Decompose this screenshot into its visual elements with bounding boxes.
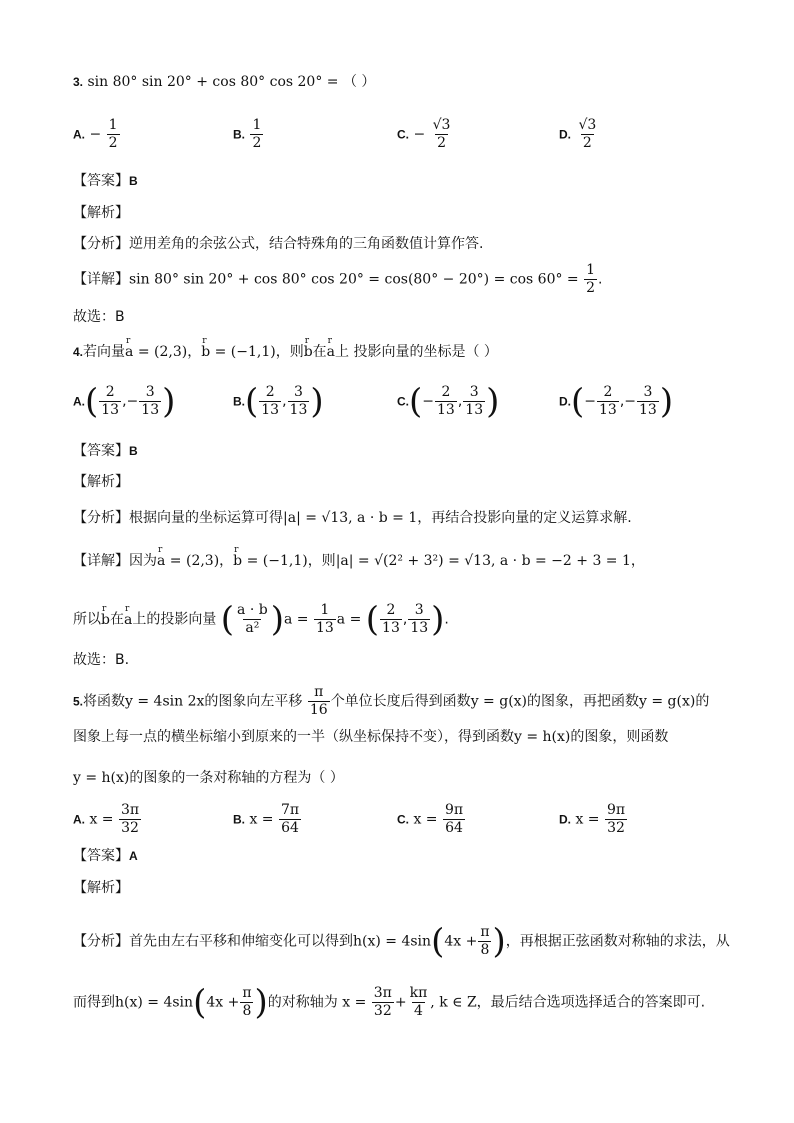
q3-stem (73, 72, 375, 92)
q4-analysis-label: 【解析】 (73, 474, 129, 490)
fraction: $\frac{√3}{2}$ (432, 117, 451, 151)
q4-option-b[interactable]: B.( $\frac{2}{13}$ , $\frac{3}{13}$ ) (233, 381, 324, 422)
q5-stem-line1: 5.将函数y = 4sin 2x的图象向左平移 $\frac{\pi}{16}$ 个单位长度后得到函数y = g(x)的图象，再把函数y = g(x)的 (73, 684, 710, 718)
q4-xiangjie: 【详解】因为r a = (2,3)，r b = (−1,1)，则|a| = √(2² + 3²) = √13, a · b = −2 + 3 = 1， (73, 551, 645, 571)
q5-stem-line3: y = h(x)的图象的一条对称轴的方程为（ ） (73, 770, 344, 786)
fraction: $\frac{1}{2}$ (252, 117, 262, 151)
option-letter: B. (233, 127, 245, 142)
q3-stem-math: sin 80° sin 20° + cos 80° cos 20° = （ ） (87, 74, 376, 90)
q3-option-c[interactable]: C. − $\frac{√3}{2}$ (397, 117, 451, 151)
q4-fenxi: 【分析】根据向量的坐标运算可得|a| = √13, a · b = 1，再结合投影向量的定义运算求解. (73, 510, 632, 526)
q4-stem: 4.若向量r a = (2,3)，r b = (−1,1)，则r b在r a上 投影向量的坐标是（ ） (73, 342, 498, 362)
q4-answer: 【答案】B (73, 443, 138, 459)
q3-number: 3. (73, 75, 84, 89)
q3-analysis-label: 【解析】 (73, 205, 129, 221)
q5-fenxi-line1: 【分析】首先由左右平移和伸缩变化可以得到h(x) = 4sin(4x + $\frac{\pi}{8}$ )，再根据正弦函数对称轴的求法，从 (73, 921, 730, 962)
fraction: $\frac{√3}{2}$ (578, 117, 597, 151)
q5-option-d[interactable]: D. x = $\frac{9\pi}{32}$ (559, 802, 626, 836)
q5-analysis-label: 【解析】 (73, 880, 129, 896)
q5-option-c[interactable]: C. x = $\frac{9\pi}{64}$ (397, 802, 464, 836)
fraction: $\frac{1}{2}$ (108, 117, 118, 151)
q3-xiangjie: 【详解】sin 80° sin 20° + cos 80° cos 20° = cos(80° − 20°) = cos 60° = $\frac{1}{2}$ . (73, 262, 603, 296)
q4-option-a[interactable]: A.( $\frac{2}{13}$ ,− $\frac{3}{13}$ ) (73, 381, 176, 422)
q4-conclusion: 故选：B. (73, 652, 130, 668)
q3-option-b[interactable] (233, 117, 264, 152)
option-letter: A. (73, 127, 85, 142)
option-letter: C. (397, 127, 409, 142)
q5-option-a[interactable]: A. x = $\frac{3\pi}{32}$ (73, 802, 140, 836)
q3-answer: 【答案】B (73, 173, 138, 189)
q3-option-d[interactable] (559, 117, 599, 152)
q3-fenxi: 【分析】逆用差角的余弦公式，结合特殊角的三角函数值计算作答. (73, 236, 484, 252)
q5-option-b[interactable]: B. x = $\frac{7\pi}{64}$ (233, 802, 300, 836)
q4-option-c[interactable]: C.(− $\frac{2}{13}$ , $\frac{3}{13}$ ) (397, 381, 500, 422)
q5-fenxi-line2: 而得到h(x) = 4sin(4x + $\frac{\pi}{8}$ )的对称轴为 x = $\frac{3\pi}{32}$ + $\frac{k\pi}{4}$ , k ∈ Z，最后结合选项选择适合的答案即可. (73, 982, 706, 1023)
q5-answer: 【答案】A (73, 848, 138, 864)
q3-conclusion: 故选：B (73, 309, 125, 325)
fraction: $\frac{1}{2}$ (586, 262, 596, 296)
q4-option-d[interactable]: D.(− $\frac{2}{13}$ ,− $\frac{3}{13}$ ) (559, 381, 674, 422)
option-letter: D. (559, 127, 571, 142)
q3-option-a[interactable]: A. − $\frac{1}{2}$ (73, 117, 118, 151)
q5-stem-line2: 图象上每一点的横坐标缩小到原来的一半（纵坐标保持不变），得到函数y = h(x)的图象，则函数 (73, 729, 669, 745)
q4-projection: 所以r b在r a上的投影向量 ( $\frac{a \cdot b}{\text{a²}}$ )a = $\frac{1}{13}$ a = ( $\frac{2}{13}$ , $\frac{3}{13}$ ). (73, 602, 449, 637)
